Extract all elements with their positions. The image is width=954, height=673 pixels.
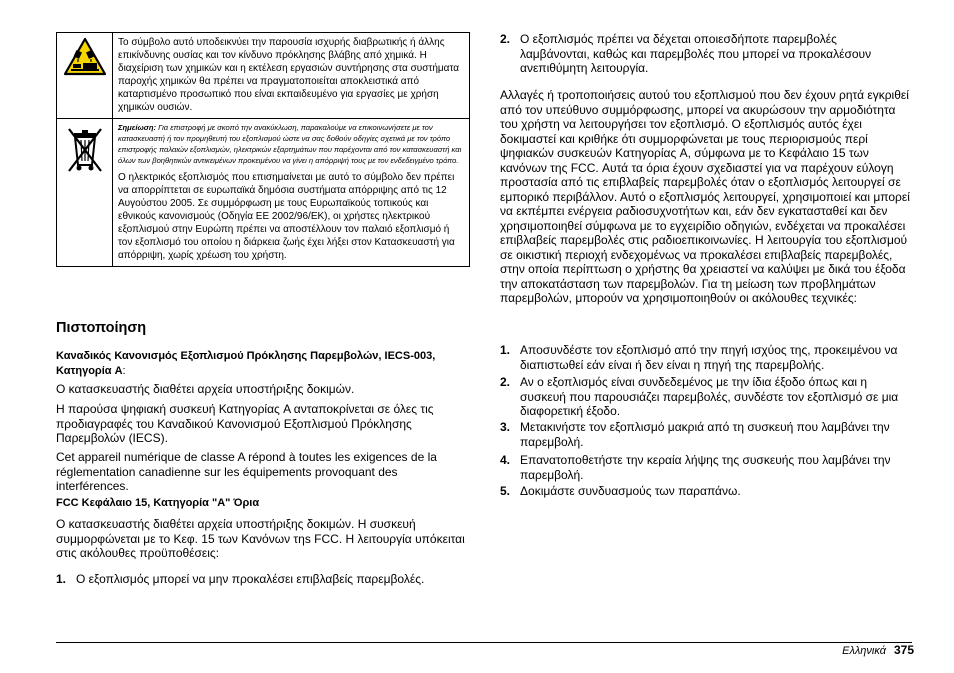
list-item — [500, 32, 908, 76]
weee-disposal-text-cell — [113, 119, 470, 267]
fcc-paragraph: Ο κατασκευαστής διαθέτει αρχεία υποστήριξης δοκιμών. Η συσκευή συμμορφώνεται με το Κεφ. 15 των Κανόνων τηs FCC. Η λειτουργία υπόκειται στις ακόλουθες προϋποθέσεις: — [56, 517, 465, 560]
list-number: 4. — [500, 453, 511, 467]
list-number: 3. — [500, 420, 511, 434]
page-number: 375 — [893, 643, 914, 657]
weee-disposal-text: Ο ηλεκτρικός εξοπλισμός που επισημαίνεται με αυτό το σύμβολο δεν πρέπει να απορρίπτεται σε ευρωπαϊκά δημόσια συστήματα απόρριψης από τις 12 Αυγούστου 2005. Σε συμμόρφωση με τους Ευρωπαϊκούς τοπικούς και εθνικούς κανονισμούς (Οδηγία ΕΕ 2002/96/ΕΚ), οι χρήστες ηλεκτρικού εξοπλισμού στην Ευρώπη πρέπει να αποστέλλουν τον παλαιό εξοπλισμό ή τον εξοπλισμό του οποίου η διάρκεια ζωής έχει λήξει στον Κατασκευαστή για απόρριψη, χωρίς χρέωση του χρήστη. — [118, 172, 455, 261]
list-text: Μετακινήστε τον εξοπλισμό μακριά από τη συσκευή που λαμβάνει την παρεμβολή. — [520, 420, 890, 449]
list-number: 2. — [500, 32, 511, 46]
changes-paragraph: Αλλαγές ή τροποποιήσεις αυτού του εξοπλισμού που δεν έχουν ρητά εγκριθεί από τον υπεύθυνο συμμόρφωσης, μπορεί να ακυρώσουν την αρμοδιότητα του χρήστη να λειτουργήσει τον εξοπλισμό. Ο εξοπλισμός αυτός έχει δοκιμαστεί και κριθήκε ότι συμμορφώνεται με τους περιορισμούς περί ψηφιακών συσκευών Κατηγορίας A, σύμφωνα με το Κεφάλαιο 15 των κανόνων της FCC. Αυτά τα όρια έχουν σχεδιαστεί για να παρέχουν εύλογη προστασία από τις επιβλαβείς παρεμβολές όταν ο εξοπλισμός λειτουργεί σε εμπορικό περιβάλλον. Αυτό ο εξοπλισμός λειτουργεί, χρησιμοποιεί και μπορεί να εκπέμπει ενέργεια ραδιοσυχνοτήτων και, εάν δεν εγκατασταθεί και δεν χρησιμοποιηθεί σύμφωνα με το εγχειρίδιο οδηγιών, ενδέχεται να προκαλέσει επιβλαβείς παρεμβολές στις ραδιοεπικοινωνίες. Η λειτουργία του εξοπλισμού σε οικιστική περιοχή ενδεχομένως να προκαλέσει επιβλαβείς παρεμβολές, στην οποία περίπτωση ο χρήστης θα χρειαστεί να καλύψει με δικά του έξοδα την αποκατάσταση των παρεμβολών. Για τη μείωση των προβλημάτων παρεμβολών, μπορούν να χρησιμοποιηθούν οι ακόλουθες τεχνικές: — [500, 88, 910, 305]
symbol-cell — [57, 119, 113, 267]
table-row — [57, 33, 470, 119]
canada-regulation-heading — [56, 349, 470, 378]
list-text: Ο εξοπλισμός πρέπει να δέχεται οποιεσδήποτε παρεμβολές λαμβάνονται, καθώς και παρεμβολές που μπορεί να προκαλέσουν ανεπιθύμητη λειτουργία. — [520, 32, 872, 75]
footer-divider — [56, 642, 912, 643]
list-number: 1. — [500, 343, 511, 357]
recycling-note — [118, 122, 464, 166]
corrosive-warning-text-cell — [113, 33, 470, 119]
canada-heading-suffix: : — [122, 364, 126, 377]
list-item — [500, 484, 908, 499]
list-item — [500, 343, 908, 372]
list-text: Ο εξοπλισμός μπορεί να μην προκαλέσει επιβλαβείς παρεμβολές. — [76, 572, 425, 586]
symbol-cell — [57, 33, 113, 119]
list-text: Αν ο εξοπλισμός είναι συνδεδεμένος με την ίδια έξοδο όπως και η συσκευή που παρουσιάζει παρεμβολές, συνδέστε τον εξοπλισμό σε μια διαφορετική έξοδο. — [520, 375, 899, 418]
list-item — [500, 453, 908, 482]
canada-heading-text: Καναδικός Κανονισμός Εξοπλισμού Πρόκλησης Παρεμβολών, IECS-003, Κατηγορία A — [56, 350, 436, 377]
note-text: Για επιστροφή με σκοπό την ανακύκλωση, παρακαλούμε να επικοινωνήσετε με τον κατασκευαστή ή τον προμηθευτή του εξοπλισμού ώστε να σας δοθούν οδηγίες σχετικά με τον τρόπο επιστροφής παλαιών εξοπλισμών, ηλεκτρικών εξαρτημάτων που παρέχονται από τον κατασκευαστή και όλων των βοηθητικών αντικειμένων προκειμένου να γίνει η απόρριψή τους με τον ενδεδειγμένο τρόπο. — [118, 123, 462, 165]
list-item — [500, 375, 908, 419]
list-item — [56, 572, 464, 587]
list-number: 1. — [56, 572, 67, 586]
safety-symbols-table — [56, 32, 470, 267]
crossed-out-wheelie-bin-icon — [63, 162, 107, 179]
note-label: Σημείωση: — [118, 123, 156, 132]
canada-paragraph-3: Cet appareil numérique de classe A répond à toutes les exigences de la réglementation canadienne sur les équipements provoquant des interférences. — [56, 450, 437, 493]
list-number: 5. — [500, 484, 511, 498]
corrosive-hazard-icon — [63, 64, 107, 81]
canada-paragraph-1: Ο κατασκευαστής διαθέτει αρχεία υποστήριξης δοκιμών. — [56, 382, 355, 396]
table-row — [57, 119, 470, 267]
list-text: Επανατοποθετήστε την κεραία λήψης της συσκευής που λαμβάνει την παρεμβολή. — [520, 453, 891, 482]
list-text: Δοκιμάστε συνδυασμούς των παραπάνω. — [520, 484, 741, 498]
canada-paragraph-2: Η παρούσα ψηφιακή συσκευή Κατηγορίας A ανταποκρίνεται σε όλες τις προδιαγραφές του Καναδικού Κανονισμού Εξοπλισμού Πρόκλησης Παρεμβολών (IECS). — [56, 402, 434, 445]
page-footer — [842, 643, 914, 657]
list-text: Αποσυνδέστε τον εξοπλισμό από την πηγή ισχύος της, προκειμένου να διαπιστωθεί εάν είναι ή δεν είναι η πηγή της παρεμβολής. — [520, 343, 898, 372]
footer-language: Ελληνικά — [842, 645, 886, 657]
section-title: Πιστοποίηση — [56, 320, 147, 336]
corrosive-warning-text: Το σύμβολο αυτό υποδεικνύει την παρουσία ισχυρής διαβρωτικής ή άλλης επικίνδυνης ουσίας και τον κίνδυνο πρόκλησης βλάβης από χημικά. Η διαχείριση των χημικών και η εκτέλεση εργασιών συντήρησης στα συστήματα παροχής χημικών θα πρέπει να πραγματοποιείται αποκλειστικά από καταρτισμένο προσωπικό που είναι εκπαιδευμένο για εργασίες με χρήση χημικών ουσιών. — [118, 37, 460, 113]
left-column — [56, 32, 470, 586]
list-number: 2. — [500, 375, 511, 389]
list-item — [500, 420, 908, 449]
fcc-heading: FCC Κεφάλαιο 15, Κατηγορία "A" Όρια — [56, 497, 260, 509]
